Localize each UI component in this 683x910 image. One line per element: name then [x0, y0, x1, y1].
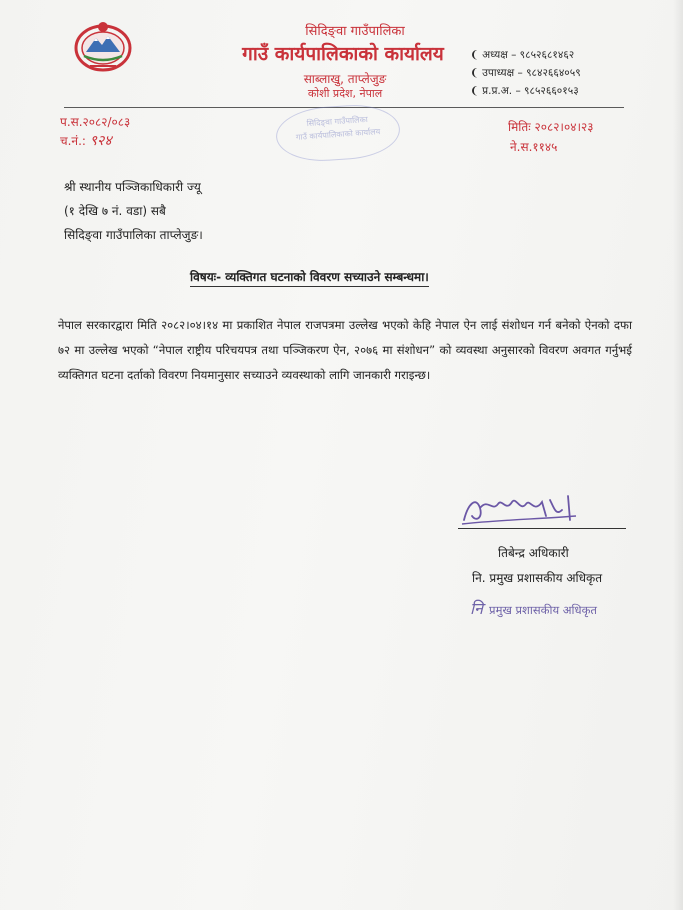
dispatch-number-value: ९२४: [89, 133, 112, 149]
contact-cao: ❨ प्र.प्र.अ. – ९८५२६६०१५३: [470, 85, 579, 97]
office-title: गाउँ कार्यपालिकाको कार्यालय: [242, 43, 444, 65]
stamp-text: प्रमुख प्रशासकीय अधिकृत: [489, 603, 597, 617]
letter-body: नेपाल सरकारद्वारा मिति २०८२।०४।१४ मा प्रकाशित नेपाल राजपत्रमा उल्लेख भएको केहि नेपाल ऐन लाई संशोधन गर्न बनेको ऐनको दफा ७२ मा उल्लेख भएको “नेपाल राष्ट्रीय परिचयपत्र तथा पञ्जिकरण ऐन, २०७६ मा संशोधन” को व्यवस्था अनुसारको विवरण अवगत गर्नुभई व्यक्तिगत घटना दर्ताको विवरण नियमानुसार सच्याउने व्यवस्थाको लागि जानकारी गराइन्छ।: [58, 318, 632, 382]
letter-date: मितिः २०८२।०४।२३: [508, 120, 594, 134]
addressee-block: [64, 175, 203, 247]
fiscal-year-ref: प.स.२०८२/०८३: [60, 115, 131, 129]
dispatch-number: [60, 131, 112, 150]
page-edge-shadow: [673, 0, 683, 910]
contact-vice-chair: ❨ उपाध्यक्ष – ९८४२६६४०५९: [470, 67, 581, 79]
addressee-line-3: सिदिङ्वा गाउँपालिका ताप्लेजुङ।: [64, 228, 203, 242]
dispatch-number-label: च.नं.:: [60, 134, 86, 148]
addressee-line-1: श्री स्थानीय पञ्जिकाधिकारी ज्यू: [64, 180, 201, 194]
handwritten-signature: [458, 486, 588, 528]
office-seal: सिदिङ्वा गाउँपालिका गाउँ कार्यपालिकाको कार्यालय: [274, 102, 401, 165]
address-line-2: कोशी प्रदेश, नेपाल: [307, 87, 383, 100]
addressee-line-2: (१ देखि ७ नं. वडा) सबै: [64, 204, 166, 218]
municipality-name: सिदिङ्वा गाउँपालिका: [305, 24, 405, 39]
signature-line: [458, 528, 626, 529]
signatory-designation: नि. प्रमुख प्रशासकीय अधिकृत: [472, 571, 603, 585]
subject-line: विषयः- व्यक्तिगत घटनाको विवरण सच्याउने सम्बन्धमा।: [190, 268, 429, 287]
address-line-1: साब्लाखु, ताप्लेजुङ: [303, 72, 387, 86]
designation-stamp: [470, 597, 597, 619]
signatory-name: तिबेन्द्र अधिकारी: [498, 546, 569, 560]
nepal-sambat-date: ने.स.११४५: [510, 140, 558, 154]
contact-chair: ❨ अध्यक्ष – ९८५२६८१४६२: [470, 49, 575, 61]
stamp-mark: नि: [470, 599, 484, 618]
nepal-emblem-icon: [72, 18, 134, 74]
contact-list: [470, 46, 581, 100]
